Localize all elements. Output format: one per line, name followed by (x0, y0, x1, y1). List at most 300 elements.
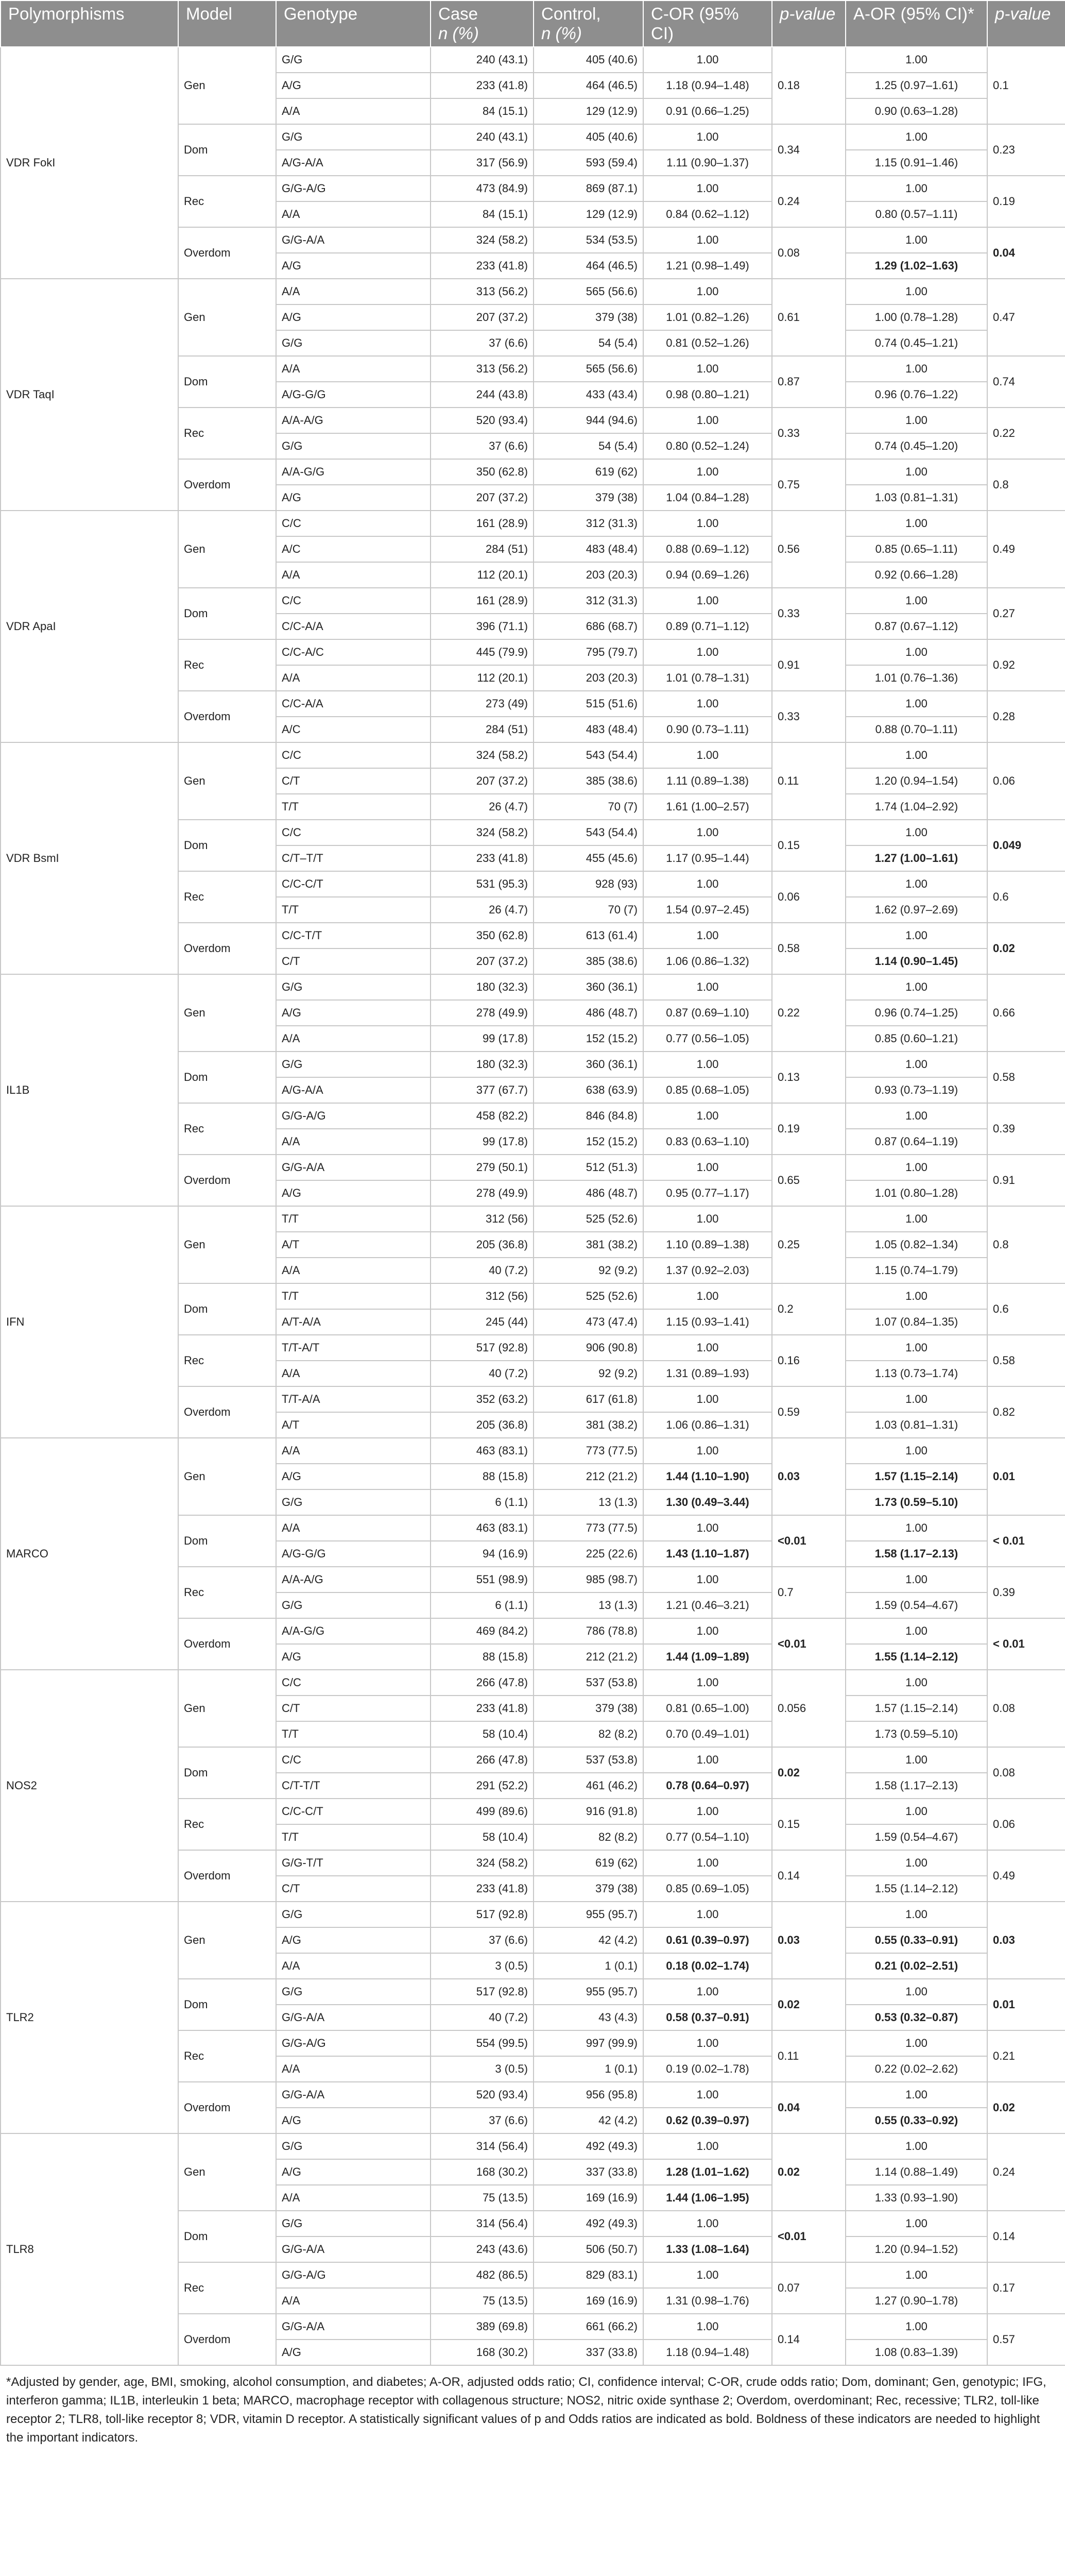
genotype-cell: A/A (276, 98, 431, 124)
adjusted-odds-ratio-cell: 1.14 (0.90–1.45) (846, 948, 987, 974)
header-row (1, 1, 1065, 47)
control-count-cell: 381 (38.2) (534, 1412, 643, 1438)
model-name: Overdom (178, 459, 276, 511)
case-count-cell: 40 (7.2) (431, 1258, 534, 1283)
case-count-cell: 517 (92.8) (431, 1902, 534, 1927)
case-count-cell: 314 (56.4) (431, 2133, 534, 2159)
case-count-cell: 168 (30.2) (431, 2340, 534, 2365)
model-name: Gen (178, 1902, 276, 1979)
crude-p-value-cell: 0.25 (772, 1206, 846, 1283)
case-count-cell: 240 (43.1) (431, 124, 534, 150)
case-count-cell: 233 (41.8) (431, 253, 534, 279)
genotype-cell: A/A (276, 2056, 431, 2082)
col-header-genotype: Genotype (276, 1, 431, 47)
control-count-cell: 312 (31.3) (534, 588, 643, 614)
crude-p-value-cell: 0.2 (772, 1283, 846, 1335)
adjusted-odds-ratio-cell: 1.57 (1.15–2.14) (846, 1696, 987, 1721)
adjusted-odds-ratio-cell: 1.00 (846, 511, 987, 536)
model-name: Rec (178, 2262, 276, 2314)
crude-odds-ratio-cell: 1.00 (643, 408, 772, 433)
case-count-cell: 88 (15.8) (431, 1464, 534, 1489)
crude-p-value-cell: 0.056 (772, 1670, 846, 1747)
adjusted-odds-ratio-cell: 0.87 (0.67–1.12) (846, 614, 987, 639)
crude-odds-ratio-cell: 0.85 (0.69–1.05) (643, 1876, 772, 1902)
adjusted-p-value-cell: 0.49 (987, 1850, 1065, 1902)
adjusted-p-value-cell: 0.39 (987, 1567, 1065, 1618)
adjusted-odds-ratio-cell: 1.00 (846, 1438, 987, 1464)
case-count-cell: 314 (56.4) (431, 2211, 534, 2236)
case-count-cell: 463 (83.1) (431, 1515, 534, 1541)
crude-odds-ratio-cell: 1.00 (643, 639, 772, 665)
polymorphism-name: VDR FokI (1, 47, 178, 279)
polymorphism-name: MARCO (1, 1438, 178, 1670)
table-row (1, 1206, 1065, 1232)
case-count-cell: 207 (37.2) (431, 485, 534, 511)
genotype-cell: A/G-G/G (276, 382, 431, 408)
control-count-cell: 379 (38) (534, 1876, 643, 1902)
control-count-cell: 54 (5.4) (534, 433, 643, 459)
adjusted-odds-ratio-cell: 1.15 (0.74–1.79) (846, 1258, 987, 1283)
genotype-cell: G/G (276, 974, 431, 1000)
crude-odds-ratio-cell: 1.01 (0.82–1.26) (643, 304, 772, 330)
case-count-cell: 26 (4.7) (431, 897, 534, 923)
case-count-cell: 233 (41.8) (431, 1876, 534, 1902)
genotype-cell: A/A (276, 279, 431, 304)
control-count-cell: 686 (68.7) (534, 614, 643, 639)
crude-odds-ratio-cell: 0.94 (0.69–1.26) (643, 562, 772, 588)
control-count-cell: 997 (99.9) (534, 2030, 643, 2056)
genotype-cell: A/G (276, 2108, 431, 2133)
polymorphism-name: VDR TaqI (1, 279, 178, 511)
adjusted-odds-ratio-cell: 1.00 (846, 1283, 987, 1309)
adjusted-odds-ratio-cell: 1.25 (0.97–1.61) (846, 73, 987, 98)
model-name: Dom (178, 588, 276, 639)
model-name: Dom (178, 124, 276, 176)
crude-odds-ratio-cell: 1.06 (0.86–1.32) (643, 948, 772, 974)
adjusted-odds-ratio-cell: 1.00 (846, 691, 987, 717)
genotype-cell: A/G-A/A (276, 150, 431, 176)
genotype-cell: G/G-A/A (276, 2005, 431, 2030)
model-name: Dom (178, 1283, 276, 1335)
col-header-p-value-adjusted: p-value (987, 1, 1065, 47)
adjusted-p-value-cell: 0.049 (987, 820, 1065, 871)
crude-p-value-cell: 0.02 (772, 1747, 846, 1799)
model-name: Overdom (178, 691, 276, 742)
case-count-cell: 112 (20.1) (431, 665, 534, 691)
col-header-model: Model (178, 1, 276, 47)
adjusted-p-value-cell: 0.01 (987, 1438, 1065, 1515)
adjusted-odds-ratio-cell: 1.20 (0.94–1.52) (846, 2236, 987, 2262)
case-count-cell: 469 (84.2) (431, 1618, 534, 1644)
table-body (1, 47, 1065, 2365)
adjusted-odds-ratio-cell: 1.00 (846, 974, 987, 1000)
crude-p-value-cell: 0.08 (772, 227, 846, 279)
case-count-cell: 75 (13.5) (431, 2288, 534, 2314)
case-count-cell: 517 (92.8) (431, 1335, 534, 1361)
model-name: Gen (178, 1206, 276, 1283)
genotype-cell: A/C (276, 536, 431, 562)
col-header-polymorphisms: Polymorphisms (1, 1, 178, 47)
case-count-cell: 531 (95.3) (431, 871, 534, 897)
genotype-cell: A/A (276, 1515, 431, 1541)
genotype-cell: A/A-G/G (276, 459, 431, 485)
crude-odds-ratio-cell: 1.21 (0.98–1.49) (643, 253, 772, 279)
adjusted-odds-ratio-cell: 1.03 (0.81–1.31) (846, 485, 987, 511)
crude-odds-ratio-cell: 0.19 (0.02–1.78) (643, 2056, 772, 2082)
control-count-cell: 869 (87.1) (534, 176, 643, 201)
control-count-cell: 360 (36.1) (534, 1052, 643, 1077)
adjusted-p-value-cell: 0.19 (987, 176, 1065, 227)
control-count-cell: 773 (77.5) (534, 1515, 643, 1541)
adjusted-p-value-cell: 0.91 (987, 1155, 1065, 1206)
case-count-cell: 207 (37.2) (431, 304, 534, 330)
case-count-cell: 205 (36.8) (431, 1412, 534, 1438)
adjusted-odds-ratio-cell: 1.00 (846, 1979, 987, 2005)
crude-odds-ratio-cell: 0.61 (0.39–0.97) (643, 1927, 772, 1953)
adjusted-p-value-cell: < 0.01 (987, 1515, 1065, 1567)
crude-p-value-cell: 0.04 (772, 2082, 846, 2133)
model-name: Gen (178, 47, 276, 124)
model-name: Rec (178, 1335, 276, 1386)
crude-odds-ratio-cell: 1.00 (643, 2082, 772, 2108)
genotype-cell: A/A (276, 356, 431, 382)
model-name: Rec (178, 871, 276, 923)
model-name: Dom (178, 820, 276, 871)
control-count-cell: 492 (49.3) (534, 2133, 643, 2159)
genotype-cell: A/A (276, 1361, 431, 1386)
control-count-cell: 212 (21.2) (534, 1644, 643, 1670)
crude-odds-ratio-cell: 0.88 (0.69–1.12) (643, 536, 772, 562)
model-name: Gen (178, 1670, 276, 1747)
adjusted-odds-ratio-cell: 0.22 (0.02–2.62) (846, 2056, 987, 2082)
crude-odds-ratio-cell: 1.00 (643, 227, 772, 253)
crude-odds-ratio-cell: 1.18 (0.94–1.48) (643, 2340, 772, 2365)
genotype-cell: A/A (276, 1953, 431, 1979)
control-count-cell: 152 (15.2) (534, 1129, 643, 1155)
control-count-cell: 54 (5.4) (534, 330, 643, 356)
adjusted-p-value-cell: 0.92 (987, 639, 1065, 691)
genotype-cell: C/C-A/A (276, 614, 431, 639)
adjusted-odds-ratio-cell: 1.15 (0.91–1.46) (846, 150, 987, 176)
control-count-cell: 337 (33.8) (534, 2159, 643, 2185)
crude-odds-ratio-cell: 1.00 (643, 2314, 772, 2340)
case-count-cell: 499 (89.6) (431, 1799, 534, 1824)
control-count-cell: 565 (56.6) (534, 279, 643, 304)
model-name: Gen (178, 1438, 276, 1515)
adjusted-odds-ratio-cell: 0.74 (0.45–1.20) (846, 433, 987, 459)
crude-odds-ratio-cell: 1.11 (0.90–1.37) (643, 150, 772, 176)
case-count-cell: 324 (58.2) (431, 227, 534, 253)
crude-p-value-cell: 0.11 (772, 2030, 846, 2082)
crude-odds-ratio-cell: 1.00 (643, 176, 772, 201)
adjusted-p-value-cell: 0.23 (987, 124, 1065, 176)
control-count-cell: 486 (48.7) (534, 1180, 643, 1206)
control-count-cell: 13 (1.3) (534, 1489, 643, 1515)
control-count-cell: 619 (62) (534, 1850, 643, 1876)
case-header-label: Case (438, 4, 478, 23)
genotype-cell: C/C-C/T (276, 871, 431, 897)
genotype-cell: A/G (276, 2340, 431, 2365)
control-count-cell: 379 (38) (534, 304, 643, 330)
adjusted-odds-ratio-cell: 1.00 (846, 2314, 987, 2340)
adjusted-odds-ratio-cell: 1.01 (0.80–1.28) (846, 1180, 987, 1206)
case-count-cell: 278 (49.9) (431, 1180, 534, 1206)
crude-p-value-cell: 0.14 (772, 2314, 846, 2365)
table-row (1, 742, 1065, 768)
genotype-cell: G/G-T/T (276, 1850, 431, 1876)
model-name: Rec (178, 1103, 276, 1155)
crude-odds-ratio-cell: 1.04 (0.84–1.28) (643, 485, 772, 511)
crude-odds-ratio-cell: 1.00 (643, 1979, 772, 2005)
case-count-cell: 75 (13.5) (431, 2185, 534, 2211)
crude-p-value-cell: 0.15 (772, 820, 846, 871)
col-header-control (534, 1, 643, 47)
crude-odds-ratio-cell: 1.44 (1.09–1.89) (643, 1644, 772, 1670)
control-count-cell: 483 (48.4) (534, 717, 643, 742)
control-count-cell: 786 (78.8) (534, 1618, 643, 1644)
adjusted-p-value-cell: 0.28 (987, 691, 1065, 742)
control-count-cell: 225 (22.6) (534, 1541, 643, 1567)
crude-odds-ratio-cell: 1.00 (643, 1670, 772, 1696)
case-count-cell: 37 (6.6) (431, 1927, 534, 1953)
polymorphism-name: TLR8 (1, 2133, 178, 2365)
case-count-cell: 352 (63.2) (431, 1386, 534, 1412)
case-count-cell: 161 (28.9) (431, 511, 534, 536)
adjusted-p-value-cell: 0.02 (987, 2082, 1065, 2133)
control-count-cell: 379 (38) (534, 1696, 643, 1721)
genotype-cell: G/G-A/G (276, 2030, 431, 2056)
case-count-cell: 244 (43.8) (431, 382, 534, 408)
crude-odds-ratio-cell: 1.00 (643, 511, 772, 536)
control-count-cell: 337 (33.8) (534, 2340, 643, 2365)
adjusted-odds-ratio-cell: 1.33 (0.93–1.90) (846, 2185, 987, 2211)
crude-odds-ratio-cell: 0.91 (0.66–1.25) (643, 98, 772, 124)
case-count-cell: 88 (15.8) (431, 1644, 534, 1670)
crude-odds-ratio-cell: 1.28 (1.01–1.62) (643, 2159, 772, 2185)
crude-odds-ratio-cell: 0.95 (0.77–1.17) (643, 1180, 772, 1206)
genotype-cell: G/G (276, 2211, 431, 2236)
genotype-cell: G/G (276, 2133, 431, 2159)
crude-p-value-cell: 0.11 (772, 742, 846, 820)
case-count-cell: 6 (1.1) (431, 1592, 534, 1618)
adjusted-odds-ratio-cell: 1.55 (1.14–2.12) (846, 1876, 987, 1902)
adjusted-odds-ratio-cell: 0.55 (0.33–0.91) (846, 1927, 987, 1953)
case-count-cell: 205 (36.8) (431, 1232, 534, 1258)
crude-odds-ratio-cell: 0.81 (0.65–1.00) (643, 1696, 772, 1721)
adjusted-p-value-cell: 0.66 (987, 974, 1065, 1052)
crude-p-value-cell: <0.01 (772, 1618, 846, 1670)
case-count-cell: 180 (32.3) (431, 1052, 534, 1077)
control-count-cell: 955 (95.7) (534, 1902, 643, 1927)
crude-p-value-cell: 0.91 (772, 639, 846, 691)
table-row (1, 1670, 1065, 1696)
genotype-cell: T/T (276, 794, 431, 820)
adjusted-p-value-cell: 0.57 (987, 2314, 1065, 2365)
case-count-cell: 284 (51) (431, 536, 534, 562)
genotype-cell: A/G (276, 1927, 431, 1953)
adjusted-odds-ratio-cell: 1.00 (846, 2133, 987, 2159)
control-count-cell: 433 (43.4) (534, 382, 643, 408)
case-count-cell: 207 (37.2) (431, 948, 534, 974)
adjusted-odds-ratio-cell: 1.58 (1.17–2.13) (846, 1541, 987, 1567)
adjusted-odds-ratio-cell: 1.07 (0.84–1.35) (846, 1309, 987, 1335)
case-count-cell: 233 (41.8) (431, 845, 534, 871)
adjusted-odds-ratio-cell: 1.00 (846, 124, 987, 150)
adjusted-p-value-cell: 0.03 (987, 1902, 1065, 1979)
model-name: Overdom (178, 2314, 276, 2365)
genotype-cell: A/G-G/G (276, 1541, 431, 1567)
case-count-cell: 312 (56) (431, 1283, 534, 1309)
control-count-cell: 82 (8.2) (534, 1721, 643, 1747)
crude-odds-ratio-cell: 0.81 (0.52–1.26) (643, 330, 772, 356)
control-count-cell: 203 (20.3) (534, 665, 643, 691)
genotype-cell: C/C-A/A (276, 691, 431, 717)
adjusted-p-value-cell: 0.06 (987, 742, 1065, 820)
case-count-cell: 520 (93.4) (431, 2082, 534, 2108)
case-count-cell: 58 (10.4) (431, 1824, 534, 1850)
case-count-cell: 240 (43.1) (431, 47, 534, 73)
crude-p-value-cell: 0.65 (772, 1155, 846, 1206)
crude-odds-ratio-cell: 1.00 (643, 47, 772, 73)
model-name: Rec (178, 639, 276, 691)
control-count-cell: 613 (61.4) (534, 923, 643, 948)
case-count-cell: 313 (56.2) (431, 279, 534, 304)
case-count-cell: 266 (47.8) (431, 1670, 534, 1696)
adjusted-odds-ratio-cell: 1.03 (0.81–1.31) (846, 1412, 987, 1438)
adjusted-p-value-cell: 0.22 (987, 408, 1065, 459)
crude-p-value-cell: 0.06 (772, 871, 846, 923)
adjusted-odds-ratio-cell: 1.14 (0.88–1.49) (846, 2159, 987, 2185)
adjusted-p-value-cell: 0.01 (987, 1979, 1065, 2030)
genotype-cell: A/A (276, 201, 431, 227)
genotype-cell: C/T (276, 768, 431, 794)
col-header-cor: C-OR (95% CI) (643, 1, 772, 47)
case-count-cell: 389 (69.8) (431, 2314, 534, 2340)
genotype-cell: C/C-T/T (276, 923, 431, 948)
crude-odds-ratio-cell: 1.37 (0.92–2.03) (643, 1258, 772, 1283)
genotype-cell: A/T (276, 1232, 431, 1258)
crude-p-value-cell: 0.07 (772, 2262, 846, 2314)
genotype-cell: A/T (276, 1412, 431, 1438)
genotype-cell: T/T (276, 1824, 431, 1850)
crude-p-value-cell: 0.03 (772, 1902, 846, 1979)
col-header-case (431, 1, 534, 47)
control-count-cell: 92 (9.2) (534, 1258, 643, 1283)
polymorphism-name: IFN (1, 1206, 178, 1438)
case-count-cell: 520 (93.4) (431, 408, 534, 433)
adjusted-odds-ratio-cell: 1.20 (0.94–1.54) (846, 768, 987, 794)
adjusted-odds-ratio-cell: 1.00 (846, 1799, 987, 1824)
control-count-cell: 13 (1.3) (534, 1592, 643, 1618)
adjusted-odds-ratio-cell: 1.00 (846, 2262, 987, 2288)
model-name: Gen (178, 974, 276, 1052)
adjusted-p-value-cell: < 0.01 (987, 1618, 1065, 1670)
crude-odds-ratio-cell: 0.77 (0.56–1.05) (643, 1026, 772, 1052)
case-count-cell: 473 (84.9) (431, 176, 534, 201)
adjusted-odds-ratio-cell: 1.00 (846, 176, 987, 201)
crude-odds-ratio-cell: 1.00 (643, 279, 772, 304)
control-count-cell: 1 (0.1) (534, 1953, 643, 1979)
crude-odds-ratio-cell: 1.00 (643, 923, 772, 948)
model-name: Dom (178, 1515, 276, 1567)
adjusted-p-value-cell: 0.04 (987, 227, 1065, 279)
adjusted-odds-ratio-cell: 1.73 (0.59–5.10) (846, 1489, 987, 1515)
control-count-cell: 955 (95.7) (534, 1979, 643, 2005)
case-count-cell: 554 (99.5) (431, 2030, 534, 2056)
case-count-cell: 273 (49) (431, 691, 534, 717)
genotype-cell: A/G (276, 485, 431, 511)
control-count-cell: 405 (40.6) (534, 47, 643, 73)
crude-odds-ratio-cell: 0.58 (0.37–0.91) (643, 2005, 772, 2030)
genotype-cell: A/G (276, 1180, 431, 1206)
case-count-cell: 245 (44) (431, 1309, 534, 1335)
control-count-cell: 1 (0.1) (534, 2056, 643, 2082)
model-name: Dom (178, 2211, 276, 2262)
genotype-cell: A/G (276, 1000, 431, 1026)
crude-odds-ratio-cell: 1.00 (643, 2262, 772, 2288)
adjusted-p-value-cell: 0.08 (987, 1747, 1065, 1799)
table-row (1, 511, 1065, 536)
genotype-cell: A/A-A/G (276, 408, 431, 433)
control-count-cell: 381 (38.2) (534, 1232, 643, 1258)
adjusted-odds-ratio-cell: 0.90 (0.63–1.28) (846, 98, 987, 124)
control-count-cell: 916 (91.8) (534, 1799, 643, 1824)
control-header-label: Control, (541, 4, 601, 23)
control-count-cell: 92 (9.2) (534, 1361, 643, 1386)
genotype-cell: A/A (276, 1258, 431, 1283)
case-count-cell: 37 (6.6) (431, 330, 534, 356)
crude-odds-ratio-cell: 1.31 (0.98–1.76) (643, 2288, 772, 2314)
genotype-cell: G/G-A/A (276, 2236, 431, 2262)
crude-odds-ratio-cell: 1.00 (643, 691, 772, 717)
control-count-cell: 515 (51.6) (534, 691, 643, 717)
case-count-cell: 324 (58.2) (431, 1850, 534, 1876)
genotype-cell: A/A-G/G (276, 1618, 431, 1644)
adjusted-p-value-cell: 0.47 (987, 279, 1065, 356)
genotype-cell: T/T-A/T (276, 1335, 431, 1361)
col-header-aor: A-OR (95% CI)* (846, 1, 987, 47)
crude-odds-ratio-cell: 0.84 (0.62–1.12) (643, 201, 772, 227)
crude-odds-ratio-cell: 1.00 (643, 1799, 772, 1824)
genotype-cell: A/T-A/A (276, 1309, 431, 1335)
case-count-cell: 233 (41.8) (431, 73, 534, 98)
adjusted-odds-ratio-cell: 1.00 (846, 1155, 987, 1180)
genotype-cell: A/G (276, 2159, 431, 2185)
crude-p-value-cell: 0.75 (772, 459, 846, 511)
model-name: Gen (178, 511, 276, 588)
adjusted-odds-ratio-cell: 1.59 (0.54–4.67) (846, 1592, 987, 1618)
case-count-cell: 324 (58.2) (431, 742, 534, 768)
adjusted-odds-ratio-cell: 0.96 (0.74–1.25) (846, 1000, 987, 1026)
genotype-cell: G/G-A/G (276, 176, 431, 201)
adjusted-p-value-cell: 0.14 (987, 2211, 1065, 2262)
genotype-cell: C/C (276, 588, 431, 614)
case-count-cell: 26 (4.7) (431, 794, 534, 820)
genotype-cell: C/T-T/T (276, 1773, 431, 1799)
control-count-cell: 152 (15.2) (534, 1026, 643, 1052)
control-count-cell: 846 (84.8) (534, 1103, 643, 1129)
model-name: Overdom (178, 2082, 276, 2133)
case-count-cell: 207 (37.2) (431, 768, 534, 794)
col-header-p-value-crude: p-value (772, 1, 846, 47)
crude-odds-ratio-cell: 1.00 (643, 820, 772, 845)
case-count-cell: 317 (56.9) (431, 150, 534, 176)
adjusted-odds-ratio-cell: 1.00 (846, 923, 987, 948)
crude-odds-ratio-cell: 0.62 (0.39–0.97) (643, 2108, 772, 2133)
crude-odds-ratio-cell: 1.00 (643, 124, 772, 150)
adjusted-p-value-cell: 0.6 (987, 1283, 1065, 1335)
crude-odds-ratio-cell: 1.00 (643, 1335, 772, 1361)
